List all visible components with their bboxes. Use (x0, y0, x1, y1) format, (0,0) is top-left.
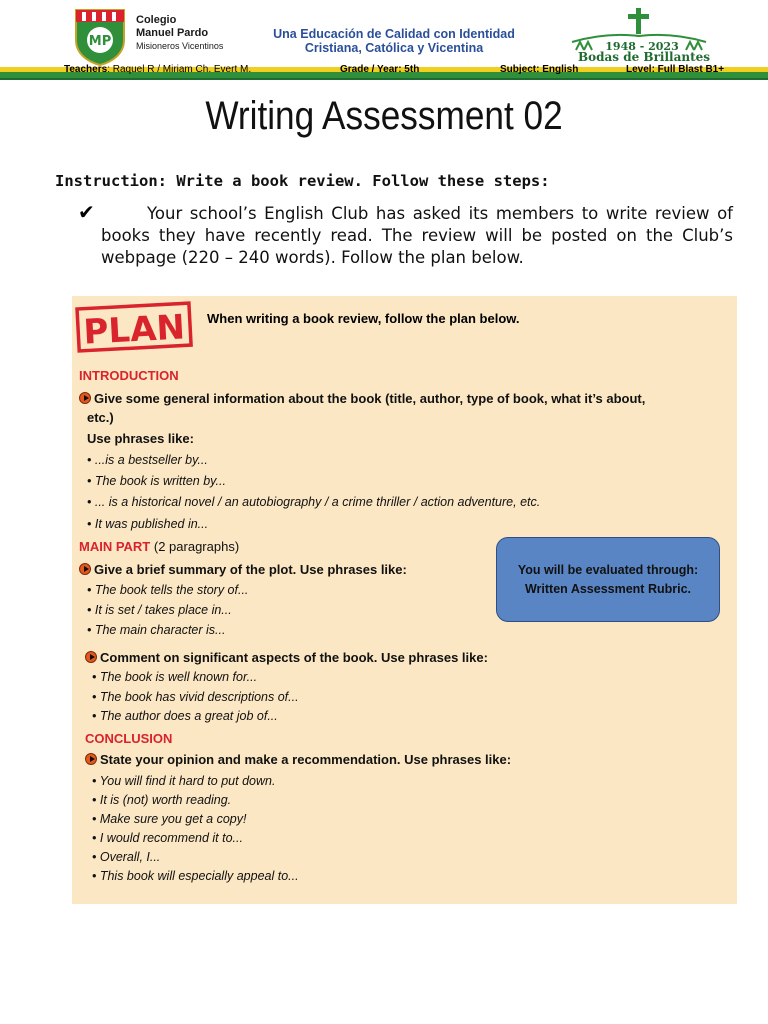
plan-stamp-text: PLAN (82, 307, 186, 353)
conclusion-phrase: • Overall, I... (92, 850, 161, 864)
main-phrase: • The main character is... (87, 623, 226, 637)
conclusion-phrase: • It is (not) worth reading. (92, 793, 232, 807)
introduction-step-text: Give some general information about the book (title, author, type of book, what it’s about, (94, 391, 646, 406)
arrow-bullet-icon (85, 651, 97, 663)
instruction-line: Instruction: Write a book review. Follow these steps: (55, 172, 550, 190)
plan-lead: When writing a book review, follow the plan below. (207, 311, 520, 326)
main-step-b-text: Comment on significant aspects of the book. Use phrases like: (100, 650, 488, 665)
main-part-note: (2 paragraphs) (150, 539, 240, 554)
introduction-step-cont: etc.) (87, 410, 114, 425)
main-phrase: • The author does a great job of... (92, 709, 278, 723)
main-phrase: • The book has vivid descriptions of... (92, 690, 299, 704)
main-step-a-text: Give a brief summary of the plot. Use phrases like: (94, 562, 407, 577)
plan-stamp (74, 298, 196, 354)
logo-letters: MP (88, 34, 112, 49)
conclusion-phrase: • I would recommend it to... (92, 831, 243, 845)
evaluation-note-text: You will be evaluated through: Written Assessment Rubric. (517, 562, 699, 596)
motto-line-1: Una Educación de Calidad con Identidad (273, 27, 515, 41)
arrow-bullet-icon (85, 753, 97, 765)
conclusion-step (85, 750, 511, 769)
main-phrase: • It is set / takes place in... (87, 603, 232, 617)
school-name-line-1: Colegio (136, 14, 177, 26)
task-paragraph: Your school’s English Club has asked its members to write review of books they have recently read. The review will be posted on the Club’s webpage (220 – 240 words). Follow the plan below. (101, 204, 733, 267)
conclusion-step-text: State your opinion and make a recommendation. Use phrases like: (100, 752, 512, 767)
level-field: Level: Full Blast B1+ (626, 64, 725, 75)
intro-phrase: • It was published in... (87, 517, 209, 531)
jubilee-title: Bodas de Brillantes (577, 50, 711, 64)
introduction-use-label: Use phrases like: (87, 431, 194, 446)
intro-phrase: • ... is a historical novel / an autobiography / a crime thriller / action adventure, etc. (87, 495, 541, 509)
main-phrase: • The book tells the story of... (87, 583, 249, 597)
school-motto (264, 27, 524, 55)
main-step-a (79, 560, 407, 579)
subject-field: Subject: English (500, 64, 579, 75)
jubilee-years: 1948 - 2023 (605, 40, 679, 53)
conclusion-heading: CONCLUSION (85, 731, 173, 746)
evaluation-note-box (496, 537, 720, 622)
main-part-heading-text: MAIN PART (79, 539, 151, 554)
school-name-line-3: Misioneros Vicentinos (136, 41, 224, 51)
conclusion-phrase: • You will find it hard to put down. (92, 774, 276, 788)
teachers-value: : Raquel R / Miriam Ch. Evert M. (107, 64, 252, 75)
arrow-bullet-icon (79, 563, 91, 575)
checkmark-icon: ✔ (78, 200, 95, 224)
school-name (136, 14, 223, 53)
teachers-field (64, 64, 251, 76)
conclusion-phrase: • Make sure you get a copy! (92, 812, 247, 826)
header-stripe-dark (0, 78, 768, 80)
main-phrase: • The book is well known for... (92, 670, 258, 684)
intro-phrase: • The book is written by... (87, 474, 226, 488)
arrow-bullet-icon (79, 392, 91, 404)
school-crest-logo (72, 6, 128, 66)
intro-phrase: • ...is a bestseller by... (87, 453, 208, 467)
introduction-heading: INTRODUCTION (79, 368, 179, 383)
motto-line-2: Cristiana, Católica y Vicentina (304, 41, 484, 55)
page-title: Writing Assessment 02 (205, 94, 563, 138)
teachers-label: Teachers (64, 64, 108, 75)
school-name-line-2: Manuel Pardo (136, 27, 209, 39)
conclusion-phrase: • This book will especially appeal to... (92, 869, 299, 883)
main-part-heading (79, 539, 239, 554)
introduction-step (79, 389, 645, 408)
main-step-b (85, 648, 488, 667)
grade-field: Grade / Year: 5th (340, 64, 420, 75)
